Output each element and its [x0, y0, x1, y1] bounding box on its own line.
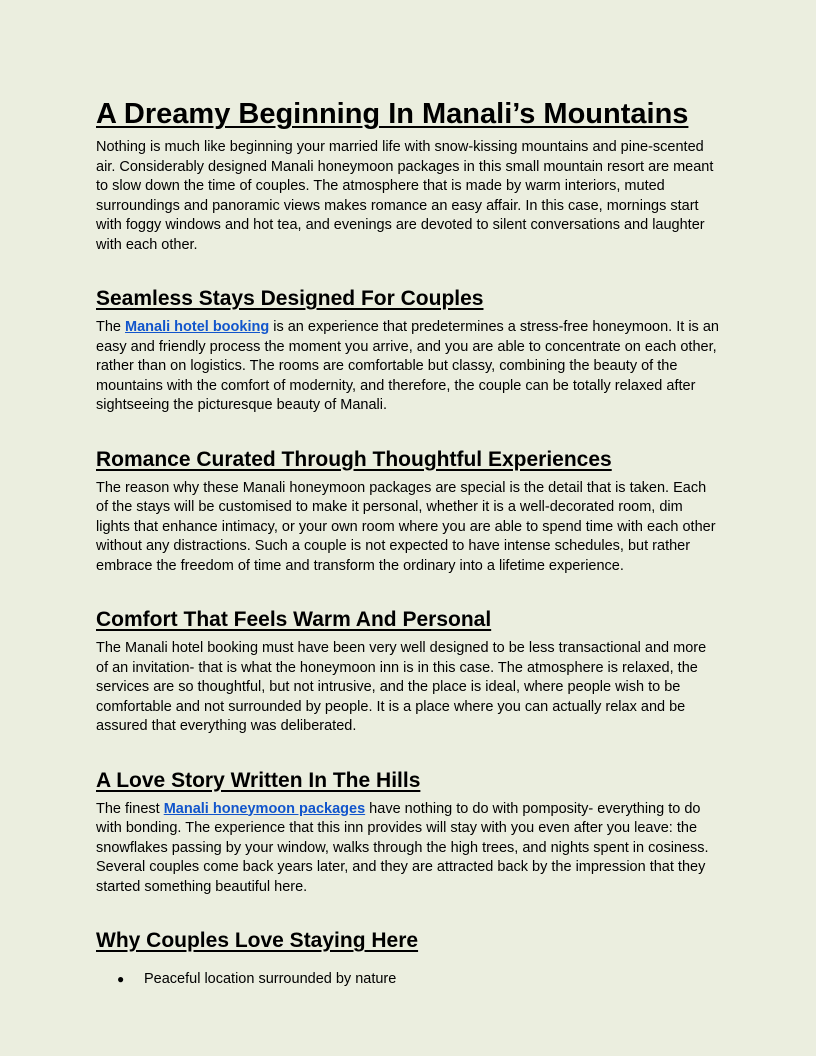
- section-heading-comfort: Comfort That Feels Warm And Personal: [96, 608, 492, 631]
- paragraph-text: have nothing to do with pomposity- everything to do with bonding. The experience that this inn provides will stay with you even after you leave: the snowflakes passing by your window, walks through the high trees, and nights spent in cosiness. Several couples come back years later, and they are attracted back by the impression that they started something beautiful here.: [96, 800, 709, 895]
- section-heading-love-story: A Love Story Written In The Hills: [96, 768, 421, 792]
- section-heading-romance-curated: Romance Curated Through Thoughtful Experiences: [96, 447, 612, 471]
- section-heading-why-couples: Why Couples Love Staying Here: [96, 929, 419, 952]
- manali-honeymoon-packages-link[interactable]: Manali honeymoon packages: [163, 800, 366, 817]
- section-heading-seamless-stays: Seamless Stays Designed For Couples: [96, 287, 484, 310]
- document-content: [96, 96, 720, 990]
- bullet-icon: ●: [117, 972, 125, 986]
- paragraph-text: The: [96, 319, 126, 335]
- section-paragraph-comfort: The Manali hotel booking must have been very well designed to be less transactional and more of an invitation- that is what the honeymoon inn is in this case. The atmosphere is relaxed, the services are so thoughtful, but not intrusive, and the place is ideal, where people wish to be comfortable and not surrounded by people. It is a place where you can actually relax and be assured that everything was deliberated.: [96, 640, 707, 734]
- bullet-list: [96, 970, 720, 990]
- list-item: [96, 970, 720, 990]
- page-title: A Dreamy Beginning In Manali’s Mountains: [96, 98, 689, 130]
- paragraph-text: is an experience that predetermines a stress-free honeymoon. It is an easy and friendly process the moment you arrive, and you are able to concentrate on each other, rather than on logistics. The rooms are comfortable but classy, combining the beauty of the mountains with the comfort of modernity, and therefore, the couple can be totally relaxed after sightseeing the picturesque beauty of Manali.: [96, 319, 719, 413]
- intro-paragraph: Nothing is much like beginning your married life with snow-kissing mountains and pine-scented air. Considerably designed Manali honeymoon packages in this small mountain resort are meant to slow down the time of couples. The atmosphere that is made by warm interiors, muted surroundings and panoramic views makes romance an easy affair. In this case, mornings start with foggy windows and hot tea, and evenings are devoted to silent conversations and laughter with each other.: [96, 139, 714, 253]
- paragraph-text: The finest: [96, 800, 164, 817]
- section-paragraph-seamless-stays: [96, 318, 720, 416]
- list-item-text: Peaceful location surrounded by nature: [144, 971, 397, 987]
- section-paragraph-love-story: [96, 800, 720, 898]
- section-paragraph-romance-curated: The reason why these Manali honeymoon packages are special is the detail that is taken. Each of the stays will be customised to make it personal, whether it is a well-decorated room, dim lights that enhance intimacy, or your own room where you are able to spend time with each other without any distractions. Such a couple is not expected to have intense schedules, but rather embrace the freedom of time and transform the ordinary into a lifetime experience.: [96, 479, 716, 574]
- manali-hotel-booking-link[interactable]: Manali hotel booking: [125, 319, 270, 335]
